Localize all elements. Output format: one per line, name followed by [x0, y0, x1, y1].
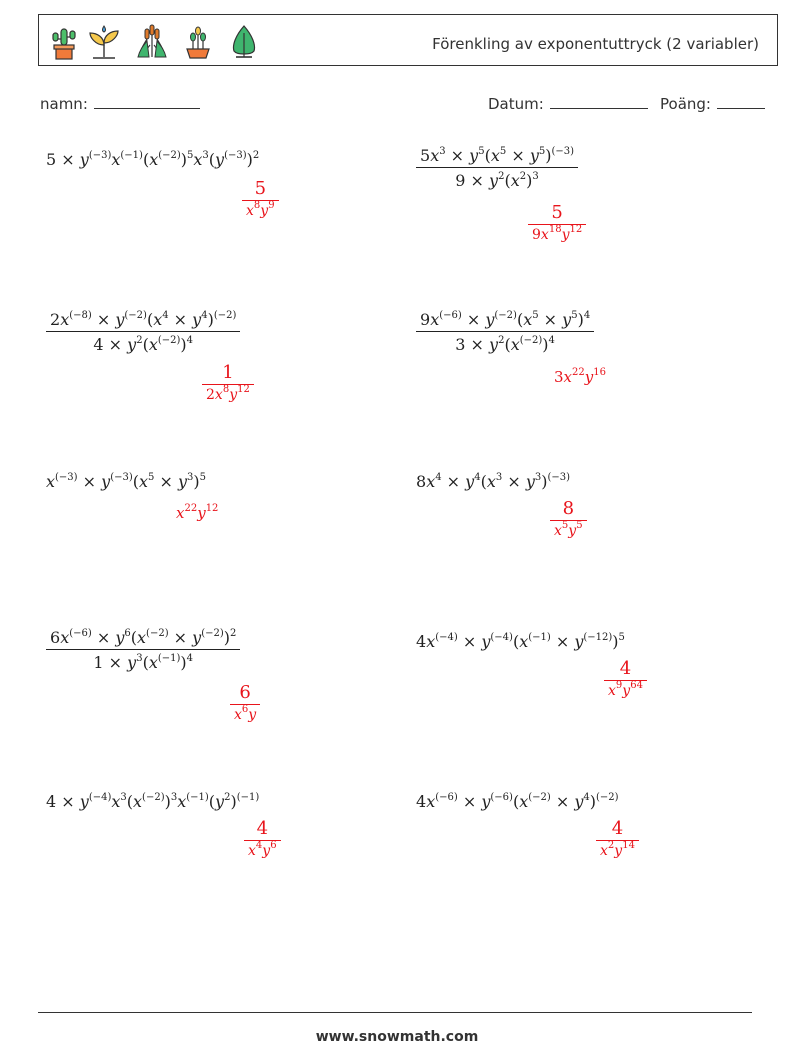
score-label: Poäng: — [660, 95, 711, 113]
answer-6: $\frac{8}{x^5y^5}$ — [550, 498, 587, 539]
date-blank[interactable] — [550, 94, 648, 109]
tree-icon — [227, 23, 261, 61]
answer-7: $\frac{6}{x^6y}$ — [230, 682, 260, 723]
answer-8: $\frac{4}{x^9y^{64}}$ — [604, 658, 647, 699]
date-label: Datum: — [488, 95, 544, 113]
answer-2: $\frac{5}{9x^{18}y^{12}}$ — [528, 202, 586, 243]
footer-divider — [38, 1012, 752, 1013]
problem-3: $\frac{2x^{(-8)} \times y^{(-2)}(x^4 \times y^4)^{(-2)}}{4 \times y^2(x^{(-2)})^4}$ — [46, 310, 240, 354]
score-blank[interactable] — [717, 94, 765, 109]
name-field — [40, 94, 200, 113]
problem-2: $\frac{5x^3 \times y^5(x^5 \times y^5)^{(-3)}}{9 \times y^2(x^2)^3}$ — [416, 146, 578, 190]
worksheet-header — [38, 14, 778, 66]
answer-10: $\frac{4}{x^2y^{14}}$ — [596, 818, 639, 859]
problem-10: $4x^{(-6)} \times y^{(-6)}(x^{(-2)} \times y^4)^{(-2)}$ — [416, 792, 619, 811]
answer-9: $\frac{4}{x^4y^6}$ — [244, 818, 281, 859]
problem-9: $4 \times y^{(-4)}x^3(x^{(-2)})^3x^{(-1)}(y^2)^{(-1)}$ — [46, 792, 260, 811]
problem-6: $8x^4 \times y^4(x^3 \times y^3)^{(-3)}$ — [416, 472, 571, 491]
footer-site[interactable]: www.snowmath.com — [315, 1029, 479, 1045]
problem-1: $5 \times y^{(-3)}x^{(-1)}(x^{(-2)})^5x^3(y^{(-3)})^2$ — [46, 150, 260, 169]
potted-plant-icon — [181, 23, 215, 61]
name-blank[interactable] — [94, 94, 200, 109]
date-field — [488, 94, 648, 113]
grass-plant-icon — [135, 23, 169, 61]
answer-1: $\frac{5}{x^8y^9}$ — [242, 178, 279, 219]
name-label: namn: — [40, 95, 88, 113]
answer-3: $\frac{1}{2x^8y^{12}}$ — [202, 362, 254, 403]
answer-4: $3x^{22}y^{16}$ — [554, 367, 606, 386]
problem-7: $\frac{6x^{(-6)} \times y^6(x^{(-2)} \times y^{(-2)})^2}{1 \times y^3(x^{(-1)})^4}$ — [46, 628, 240, 672]
seedling-icon — [87, 23, 121, 61]
score-field — [660, 94, 765, 113]
cactus-pot-icon — [47, 23, 81, 61]
problem-5: $x^{(-3)} \times y^{(-3)}(x^5 \times y^3)^5$ — [46, 472, 207, 491]
worksheet-title: Förenkling av exponentuttryck (2 variabler) — [432, 35, 759, 53]
problem-8: $4x^{(-4)} \times y^{(-4)}(x^{(-1)} \times y^{(-12)})^5$ — [416, 632, 625, 651]
answer-5: $x^{22}y^{12}$ — [176, 503, 219, 522]
problem-4: $\frac{9x^{(-6)} \times y^{(-2)}(x^5 \times y^5)^4}{3 \times y^2(x^{(-2)})^4}$ — [416, 310, 594, 354]
